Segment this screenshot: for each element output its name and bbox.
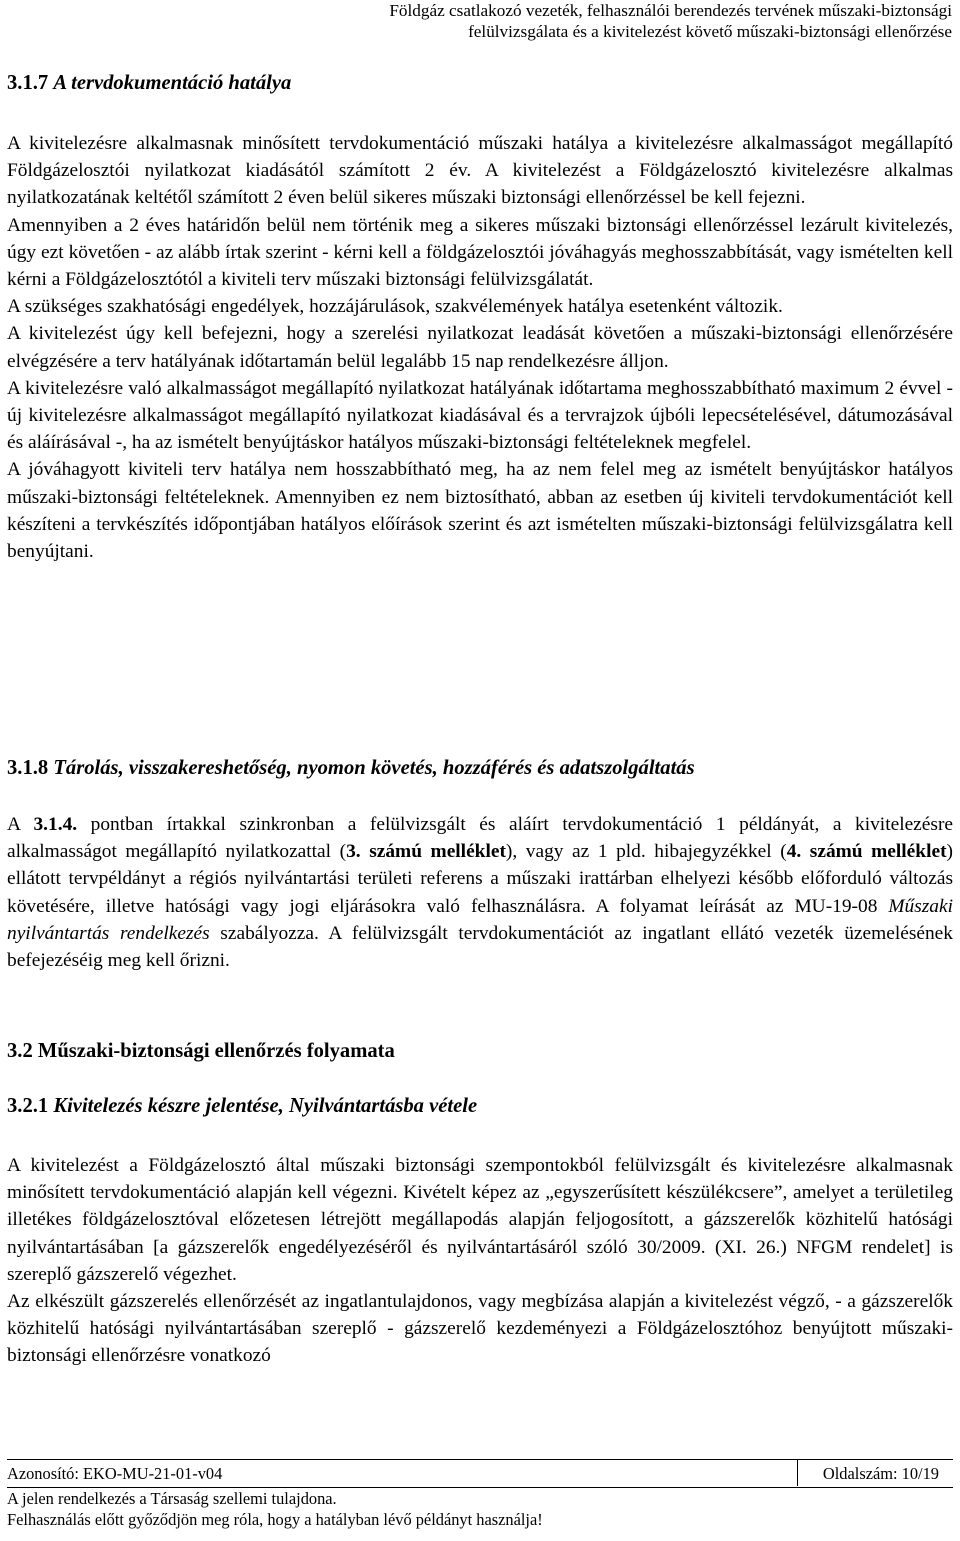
section-3-1-7-body [7,130,953,565]
text-run: pontban írtakkal szinkronban a felülvizsgált és aláírt tervdokumentáció 1 példányát, a kivitelezésre alkalmasságot megállapító nyilatkozattal ( [7,814,954,863]
paragraph: A kivitelezést úgy kell befejezni, hogy a szerelési nyilatkozat leadását követően a műszaki-biztonsági ellenőrzésére elvégzésére a terv hatályának időtartamán belül legalább 15 nap rendelkezésre álljon. [7,323,953,372]
section-title: Tárolás, visszakereshetőség, nyomon követés, hozzáférés és adatszolgáltatás [53,757,695,779]
text-run: A [7,814,34,835]
header-line-2: felülvizsgálata és a kivitelezést követő műszaki-biztonsági ellenőrzése [468,22,952,41]
section-number: 3.1.7 [7,72,49,94]
heading-3-1-8 [7,757,695,780]
validity-notice: Felhasználás előtt győződjön meg róla, hogy a hatályban lévő példányt használja! [7,1510,543,1529]
paragraph: A kivitelezésre alkalmasnak minősített tervdokumentáció műszaki hatálya a kivitelezésre alkalmasságot megállapító Földgázelosztói nyilatkozat kiadásától számított 2 év. A kivitelezést a Földgázelosztó kivitelezésre alkalmas nyilatkozatának keltétől számított 2 éven belül sikeres műszaki biztonsági ellenőrzéssel be kell fejezni. [7,133,953,209]
text-run: ), vagy az 1 pld. hibajegyzékkel ( [505,841,787,863]
text-run: ) ellátott tervpéldányt a régiós nyilvántartási területi referens a műszaki irattárban elhelyezi később előforduló változás követésére, illetve hatósági vagy jogi eljárásokra való felhasználásra. A folyamat leírását az MU-19-08 [7,841,953,917]
paragraph [7,811,953,974]
paragraph: Az elkészült gázszerelés ellenőrzését az ingatlantulajdonos, vagy megbízása alapján a kivitelezést végző, - a gázszerelők közhitelű hatósági nyilvántartásában szereplő - gázszerelő kezdeményezi a Földgázelosztóhoz benyújtott műszaki-biztonsági ellenőrzésre vonatkozó [7,1291,953,1367]
section-3-1-8-body [7,811,953,974]
section-title: A tervdokumentáció hatálya [53,72,292,94]
bold-reference: 3. számú melléklet [346,841,506,863]
footer-row-1 [7,1463,953,1484]
section-title: Kivitelezés készre jelentése, Nyilvántartásba vétele [53,1095,478,1117]
bold-reference: 3.1.4. [33,814,78,835]
heading-3-2-1 [7,1095,477,1118]
paragraph: A kivitelezésre való alkalmasságot megállapító nyilatkozat hatályának időtartama meghosszabbítható maximum 2 évvel - új kivitelezésre alkalmasságot megállapító nyilatkozat kiadásával és a tervrajzok újbóli lepecsételésével, dátumozásával és aláírásával -, ha az ismételt benyújtáskor hatályos műszaki-biztonsági feltételeknek megfelel. [7,377,953,454]
page-header [252,0,952,42]
footer-rule [7,1459,953,1460]
italic-reference: Műszaki nyilvántartás rendelkezés [7,895,953,944]
paragraph: A jóváhagyott kiviteli terv hatálya nem hosszabbítható meg, ha az nem felel meg az ismételt benyújtáskor hatályos műszaki-biztonsági feltételeknek. Amennyiben ez nem biztosítható, abban az esetben új kiviteli tervdokumentációt kell készíteni a tervkészítés időpontjában hatályos előírások szerint és azt ismételten műszaki-biztonsági felülvizsgálatra kell benyújtani. [7,459,953,563]
text-run: szabályozza. A felülvizsgált tervdokumentációt az ingatlant ellátó vezeték üzemelésének befejezéséig meg kell őrizni. [7,922,953,972]
document-id: Azonosító: EKO-MU-21-01-v04 [7,1464,223,1483]
heading-3-1-7 [7,72,291,95]
section-number: 3.2.1 [7,1095,49,1117]
paragraph: Amennyiben a 2 éves határidőn belül nem történik meg a sikeres műszaki biztonsági ellenőrzéssel lezárult kivitelezés, úgy ezt követően - az alább írtak szerint - kérni kell a földgázelosztói jóváhagyás meghosszabbítását, vagy ismételten kell kérni a Földgázelosztótól a kiviteli terv műszaki biztonsági felülvizsgálatát. [7,214,953,291]
section-title: Műszaki-biztonsági ellenőrzés folyamata [37,1040,395,1062]
section-number: 3.2 [7,1040,33,1062]
section-3-2-1-body [7,1152,953,1370]
ownership-notice: A jelen rendelkezés a Társaság szellemi tulajdona. [7,1489,337,1508]
header-line-1: Földgáz csatlakozó vezeték, felhasználói berendezés tervének műszaki-biztonsági [389,1,952,20]
page-footer [7,1463,953,1530]
page-number: Oldalszám: 10/19 [822,1464,939,1483]
bold-reference: 4. számú melléklet [786,841,947,863]
paragraph: A kivitelezést a Földgázelosztó által műszaki biztonsági szempontokból felülvizsgált és kivitelezésre alkalmasnak minősített tervdokumentáció alapján kell végezni. Kivételt képez az „egyszerűsített készülékcsere”, amelyet a területileg illetékes földgázelosztóval előzetesen létrejött megállapodás alapján feljogosított, a gázszerelők közhitelű hatósági nyilvántartásában [a gázszerelők engedélyezéséről és nyilvántartásáról szóló 30/2009. (XI. 26.) NFGM rendelet] is szereplő gázszerelő végezhet. [7,1155,953,1285]
section-number: 3.1.8 [7,757,49,779]
heading-3-2 [7,1040,395,1063]
paragraph: A szükséges szakhatósági engedélyek, hozzájárulások, szakvélemények hatálya esetenként változik. [7,296,783,318]
